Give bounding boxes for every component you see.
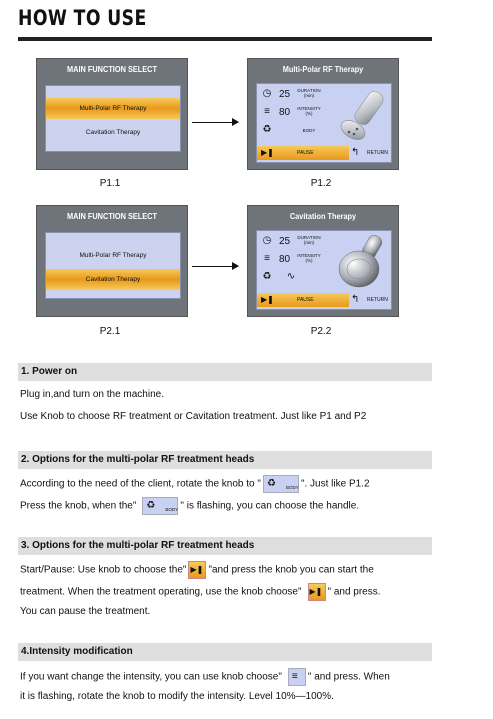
- intensity-icon: ≡: [291, 671, 298, 682]
- section-3-header: [18, 537, 432, 555]
- section-2-header: [18, 451, 432, 469]
- screen-p2-2: [247, 205, 399, 317]
- function-menu: [45, 85, 181, 152]
- clock-icon: ◷: [262, 88, 272, 99]
- intensity-icon: ≡: [264, 253, 270, 264]
- section-1-line-1: Plug in,and turn on the machine.: [20, 389, 164, 400]
- pause-label: PAUSE: [297, 150, 314, 156]
- duration-value: 25: [279, 89, 291, 100]
- intensity-value: 80: [279, 254, 291, 265]
- duration-label: DURATION (min): [297, 88, 321, 98]
- play-pause-chip: [308, 583, 326, 601]
- section-4-heading: 4.Intensity modification: [21, 646, 133, 657]
- play-pause-icon: ▶❚: [309, 587, 323, 596]
- caption-p2-2: P2.2: [310, 326, 332, 337]
- caption-p1-2: P1.2: [310, 178, 332, 189]
- intensity-label: INTENSITY (%): [297, 106, 321, 116]
- function-menu: [45, 232, 181, 299]
- text-fragment: If you want change the intensity, you can use knob choose": [20, 671, 282, 683]
- screen-header: Cavitation Therapy: [289, 212, 357, 221]
- menu-item-rf: Multi-Polar RF Therapy: [79, 252, 147, 259]
- screen-p1-2: [247, 58, 399, 170]
- screen-header: MAIN FUNCTION SELECT: [67, 65, 157, 74]
- text-fragment: ". Just like P1.2: [300, 478, 370, 490]
- return-item: [349, 146, 391, 160]
- play-pause-icon: ▶❚: [190, 565, 204, 574]
- text-fragment: According to the need of the client, rotate the knob to ": [20, 478, 261, 490]
- page-title: HOW TO USE: [18, 6, 147, 30]
- intensity-chip: [288, 668, 306, 686]
- therapy-panel: [256, 83, 392, 163]
- section-4-line-1: [20, 668, 390, 686]
- section-2-heading: 2. Options for the multi-polar RF treatment heads: [21, 454, 255, 465]
- menu-item-rf: Multi-Polar RF Therapy: [46, 98, 180, 119]
- recycle-icon: ♻: [266, 478, 276, 489]
- pause-bar: [257, 146, 349, 160]
- section-1-heading: 1. Power on: [21, 366, 78, 377]
- section-2-line-1: [20, 475, 370, 493]
- screen-header: Multi-Polar RF Therapy: [282, 65, 364, 74]
- section-2-line-2: [20, 497, 359, 515]
- screen-header: MAIN FUNCTION SELECT: [67, 212, 157, 221]
- play-pause-icon: ▶❚: [261, 295, 274, 304]
- return-item: [349, 293, 391, 307]
- menu-item-cavitation: Cavitation Therapy: [46, 269, 180, 290]
- return-label: RETURN: [367, 150, 388, 156]
- caption-p1-1: P1.1: [99, 178, 121, 189]
- mode-label: BODY: [302, 128, 316, 133]
- section-3-line-1: [20, 561, 374, 579]
- play-pause-chip: [188, 561, 206, 579]
- arrow-p1: [192, 122, 238, 123]
- text-fragment: "and press the knob you can start the: [208, 564, 374, 576]
- screen-p2-1: [36, 205, 188, 317]
- recycle-icon: ♻: [262, 271, 272, 282]
- recycle-icon: ♻: [146, 500, 156, 511]
- text-fragment: " and press. When: [307, 671, 390, 683]
- cavitation-handle-image: [335, 235, 391, 291]
- return-arrow-icon: ↰: [351, 147, 360, 158]
- chip-label: BODY: [285, 485, 299, 490]
- intensity-value: 80: [279, 107, 291, 118]
- duration-value: 25: [279, 236, 291, 247]
- screen-p1-1: [36, 58, 188, 170]
- pause-label: PAUSE: [297, 297, 314, 303]
- text-fragment: treatment. When the treatment operating, use the knob choose": [20, 586, 302, 598]
- wave-icon: ∿: [286, 271, 296, 282]
- text-fragment: " and press.: [327, 586, 381, 598]
- intensity-label: INTENSITY (%): [297, 253, 321, 263]
- body-chip: [142, 497, 178, 515]
- recycle-icon: ♻: [262, 124, 272, 135]
- section-1-header: [18, 363, 432, 381]
- section-3-heading: 3. Options for the multi-polar RF treatment heads: [21, 540, 255, 551]
- return-arrow-icon: ↰: [351, 294, 360, 305]
- section-1-line-2: Use Knob to choose RF treatment or Cavitation treatment. Just like P1 and P2: [20, 411, 367, 422]
- section-4-header: [18, 643, 432, 661]
- caption-p2-1: P2.1: [99, 326, 121, 337]
- play-pause-icon: ▶❚: [261, 148, 274, 157]
- body-chip: [263, 475, 299, 493]
- section-4-line-2: it is flashing, rotate the knob to modify the intensity. Level 10%—100%.: [20, 691, 334, 702]
- pause-bar: [257, 293, 349, 307]
- text-fragment: " is flashing, you can choose the handle.: [180, 500, 360, 512]
- title-underline: [18, 37, 432, 41]
- section-3-line-2: [20, 583, 381, 601]
- text-fragment: Press the knob, when the": [20, 500, 137, 512]
- menu-item-cavitation: Cavitation Therapy: [85, 129, 141, 136]
- text-fragment: Start/Pause: Use knob to choose the": [20, 564, 187, 576]
- section-3-line-3: You can pause the treatment.: [20, 606, 151, 617]
- therapy-panel: [256, 230, 392, 310]
- intensity-icon: ≡: [264, 106, 270, 117]
- clock-icon: ◷: [262, 235, 272, 246]
- return-label: RETURN: [367, 297, 388, 303]
- chip-label: BODY: [165, 507, 179, 512]
- rf-handle-image: [337, 88, 389, 144]
- duration-label: DURATION (min): [297, 235, 321, 245]
- arrow-p2: [192, 266, 238, 267]
